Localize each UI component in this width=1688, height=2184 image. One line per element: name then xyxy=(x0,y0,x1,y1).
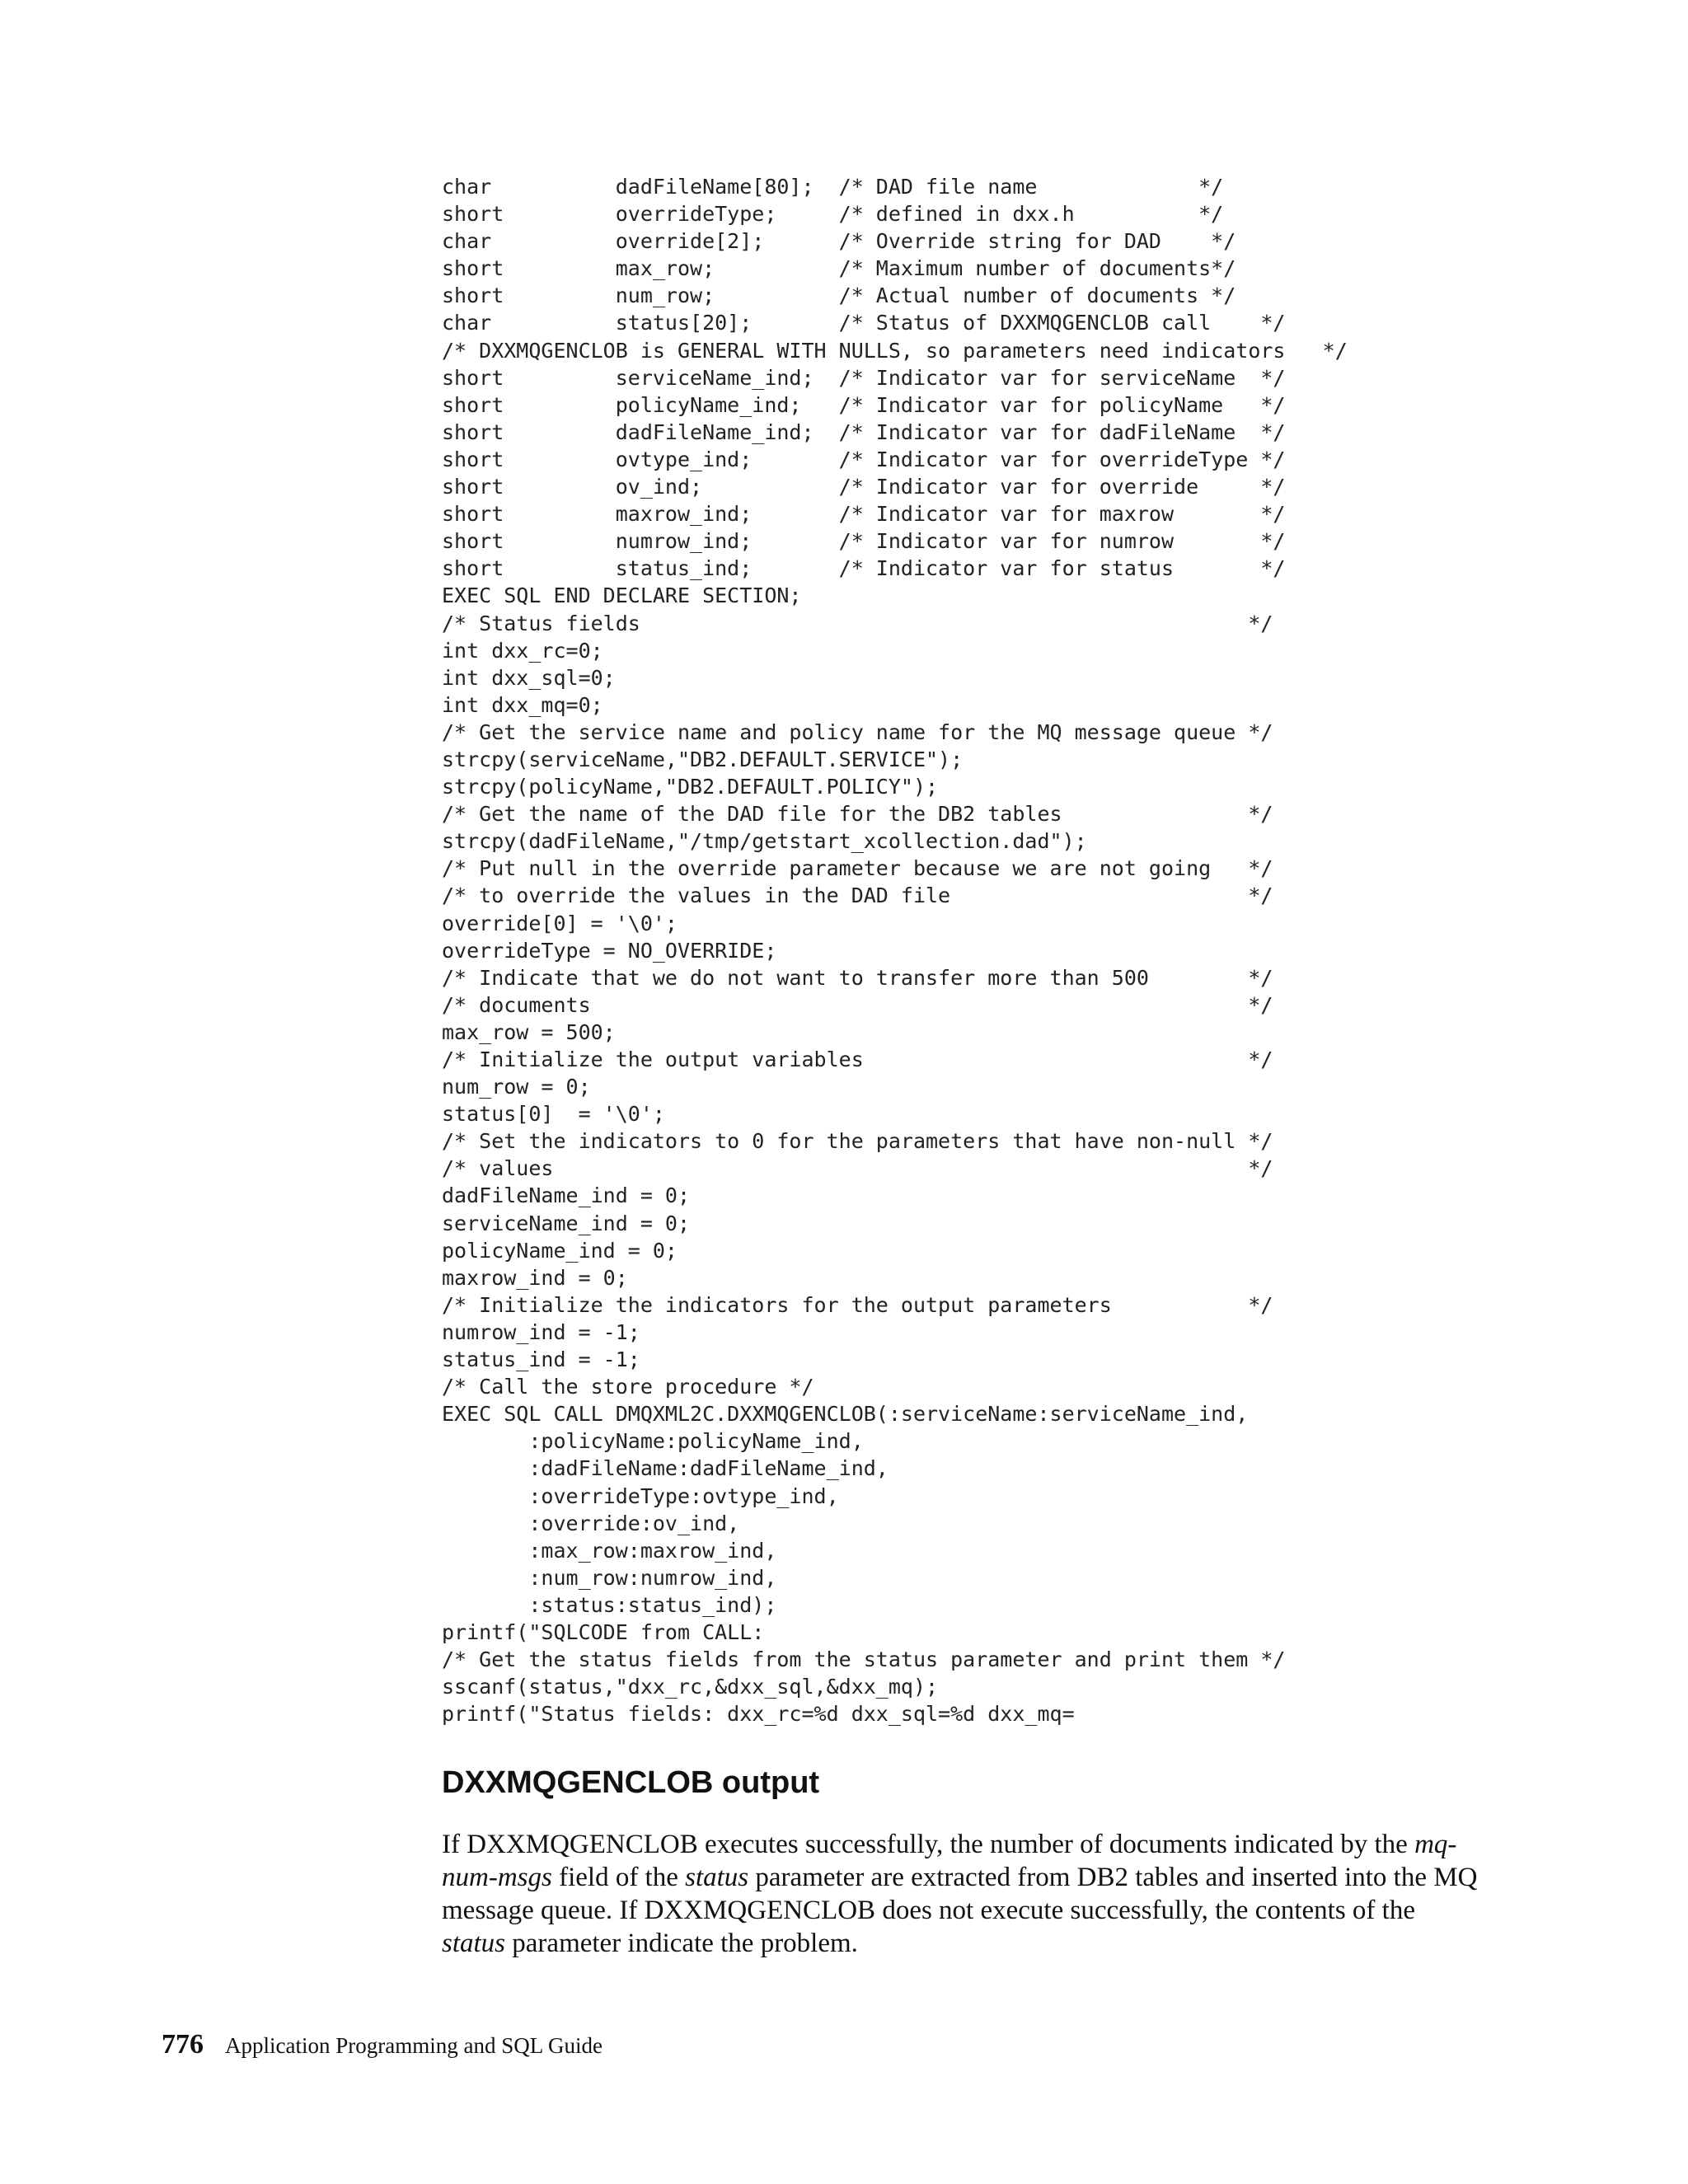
code-line: short max_row; /* Maximum number of documents*/ xyxy=(442,256,1236,281)
code-line: maxrow_ind = 0; xyxy=(442,1265,628,1290)
code-line: serviceName_ind = 0; xyxy=(442,1211,691,1235)
code-line: short overrideType; /* defined in dxx.h */ xyxy=(442,202,1224,227)
parameter-name-emphasis: status xyxy=(442,1929,506,1958)
code-line: EXEC SQL END DECLARE SECTION; xyxy=(442,583,802,608)
code-line: /* Put null in the override parameter because we are not going */ xyxy=(442,856,1273,881)
code-line: :override:ov_ind, xyxy=(442,1511,740,1535)
code-line: int dxx_mq=0; xyxy=(442,692,603,717)
code-line: :num_row:numrow_ind, xyxy=(442,1565,777,1590)
code-line: /* Initialize the indicators for the output parameters */ xyxy=(442,1292,1273,1317)
code-line: max_row = 500; xyxy=(442,1019,616,1044)
code-line: short status_ind; /* Indicator var for status */ xyxy=(442,556,1286,581)
code-line: overrideType = NO_OVERRIDE; xyxy=(442,938,777,963)
code-line: :overrideType:ovtype_ind, xyxy=(442,1483,839,1508)
code-line: sscanf(status,"dxx_rc,&dxx_sql,&dxx_mq); xyxy=(442,1675,939,1699)
code-line: strcpy(dadFileName,"/tmp/getstart_xcollection.dad"); xyxy=(442,829,1087,854)
code-line: :status:status_ind); xyxy=(442,1592,777,1617)
code-line: status[0] = '\0'; xyxy=(442,1102,665,1127)
section-heading: DXXMQGENCLOB output xyxy=(442,1765,820,1800)
code-line: short policyName_ind; /* Indicator var for policyName */ xyxy=(442,392,1286,417)
code-line: num_row = 0; xyxy=(442,1075,591,1099)
code-line: /* Status fields */ xyxy=(442,611,1273,635)
code-line: strcpy(serviceName,"DB2.DEFAULT.SERVICE"); xyxy=(442,747,964,771)
code-line: /* documents */ xyxy=(442,992,1273,1017)
code-line: /* Initialize the output variables */ xyxy=(442,1047,1273,1071)
paragraph-text: parameter are extracted from DB2 tables and inserted into the MQ message queue. If DXXMQGENCLOB does not execute successfully, the contents of the xyxy=(442,1863,1478,1925)
code-line: strcpy(policyName,"DB2.DEFAULT.POLICY"); xyxy=(442,775,939,799)
code-listing xyxy=(442,173,1348,1727)
code-line: short ovtype_ind; /* Indicator var for overrideType */ xyxy=(442,447,1286,471)
paragraph-text: field of the xyxy=(551,1863,686,1892)
code-line: EXEC SQL CALL DMQXML2C.DXXMQGENCLOB(:serviceName:serviceName_ind, xyxy=(442,1402,1249,1427)
code-line: int dxx_sql=0; xyxy=(442,665,616,690)
page-number: 776 xyxy=(162,2029,204,2060)
code-line: /* DXXMQGENCLOB is GENERAL WITH NULLS, so parameters need indicators */ xyxy=(442,338,1348,363)
code-line: printf("Status fields: dxx_rc=%d dxx_sql=%d dxx_mq= xyxy=(442,1702,1075,1727)
code-line: /* Set the indicators to 0 for the parameters that have non-null */ xyxy=(442,1129,1273,1154)
book-title: Application Programming and SQL Guide xyxy=(225,2033,603,2058)
code-line: short maxrow_ind; /* Indicator var for maxrow */ xyxy=(442,502,1286,527)
code-line: :dadFileName:dadFileName_ind, xyxy=(442,1456,889,1481)
code-line: char status[20]; /* Status of DXXMQGENCLOB call */ xyxy=(442,311,1286,335)
code-line: short dadFileName_ind; /* Indicator var for dadFileName */ xyxy=(442,419,1286,444)
code-line: /* Get the status fields from the status parameter and print them */ xyxy=(442,1647,1286,1672)
parameter-name-emphasis: status xyxy=(685,1863,749,1892)
code-line: short numrow_ind; /* Indicator var for numrow */ xyxy=(442,529,1286,554)
code-line: numrow_ind = -1; xyxy=(442,1319,640,1344)
code-line: printf("SQLCODE from CALL: xyxy=(442,1619,765,1644)
code-line: /* Get the service name and policy name for the MQ message queue */ xyxy=(442,719,1273,744)
code-line: /* values */ xyxy=(442,1156,1273,1181)
code-line: override[0] = '\0'; xyxy=(442,911,678,935)
code-line: /* Indicate that we do not want to transfer more than 500 */ xyxy=(442,965,1273,990)
code-line: short ov_ind; /* Indicator var for override */ xyxy=(442,475,1286,499)
paragraph-text: If DXXMQGENCLOB executes successfully, the number of documents indicated by the xyxy=(442,1830,1415,1859)
output-description-paragraph xyxy=(442,1828,1480,1960)
page-footer xyxy=(162,2029,603,2060)
paragraph-text: parameter indicate the problem. xyxy=(505,1929,858,1958)
code-line: char dadFileName[80]; /* DAD file name */ xyxy=(442,175,1224,199)
code-line: char override[2]; /* Override string for DAD */ xyxy=(442,229,1236,254)
code-line: int dxx_rc=0; xyxy=(442,638,603,663)
code-line: dadFileName_ind = 0; xyxy=(442,1183,691,1208)
code-line: status_ind = -1; xyxy=(442,1347,640,1372)
code-line: /* to override the values in the DAD file */ xyxy=(442,883,1273,908)
code-line: short serviceName_ind; /* Indicator var for serviceName */ xyxy=(442,365,1286,390)
code-line: :policyName:policyName_ind, xyxy=(442,1429,864,1454)
code-line: short num_row; /* Actual number of documents */ xyxy=(442,284,1236,308)
code-line: /* Call the store procedure */ xyxy=(442,1375,814,1399)
code-line: :max_row:maxrow_ind, xyxy=(442,1538,777,1563)
code-line: policyName_ind = 0; xyxy=(442,1238,678,1263)
code-line: /* Get the name of the DAD file for the DB2 tables */ xyxy=(442,802,1273,827)
field-name-emphasis: mq-num-msgs xyxy=(442,1830,1457,1892)
